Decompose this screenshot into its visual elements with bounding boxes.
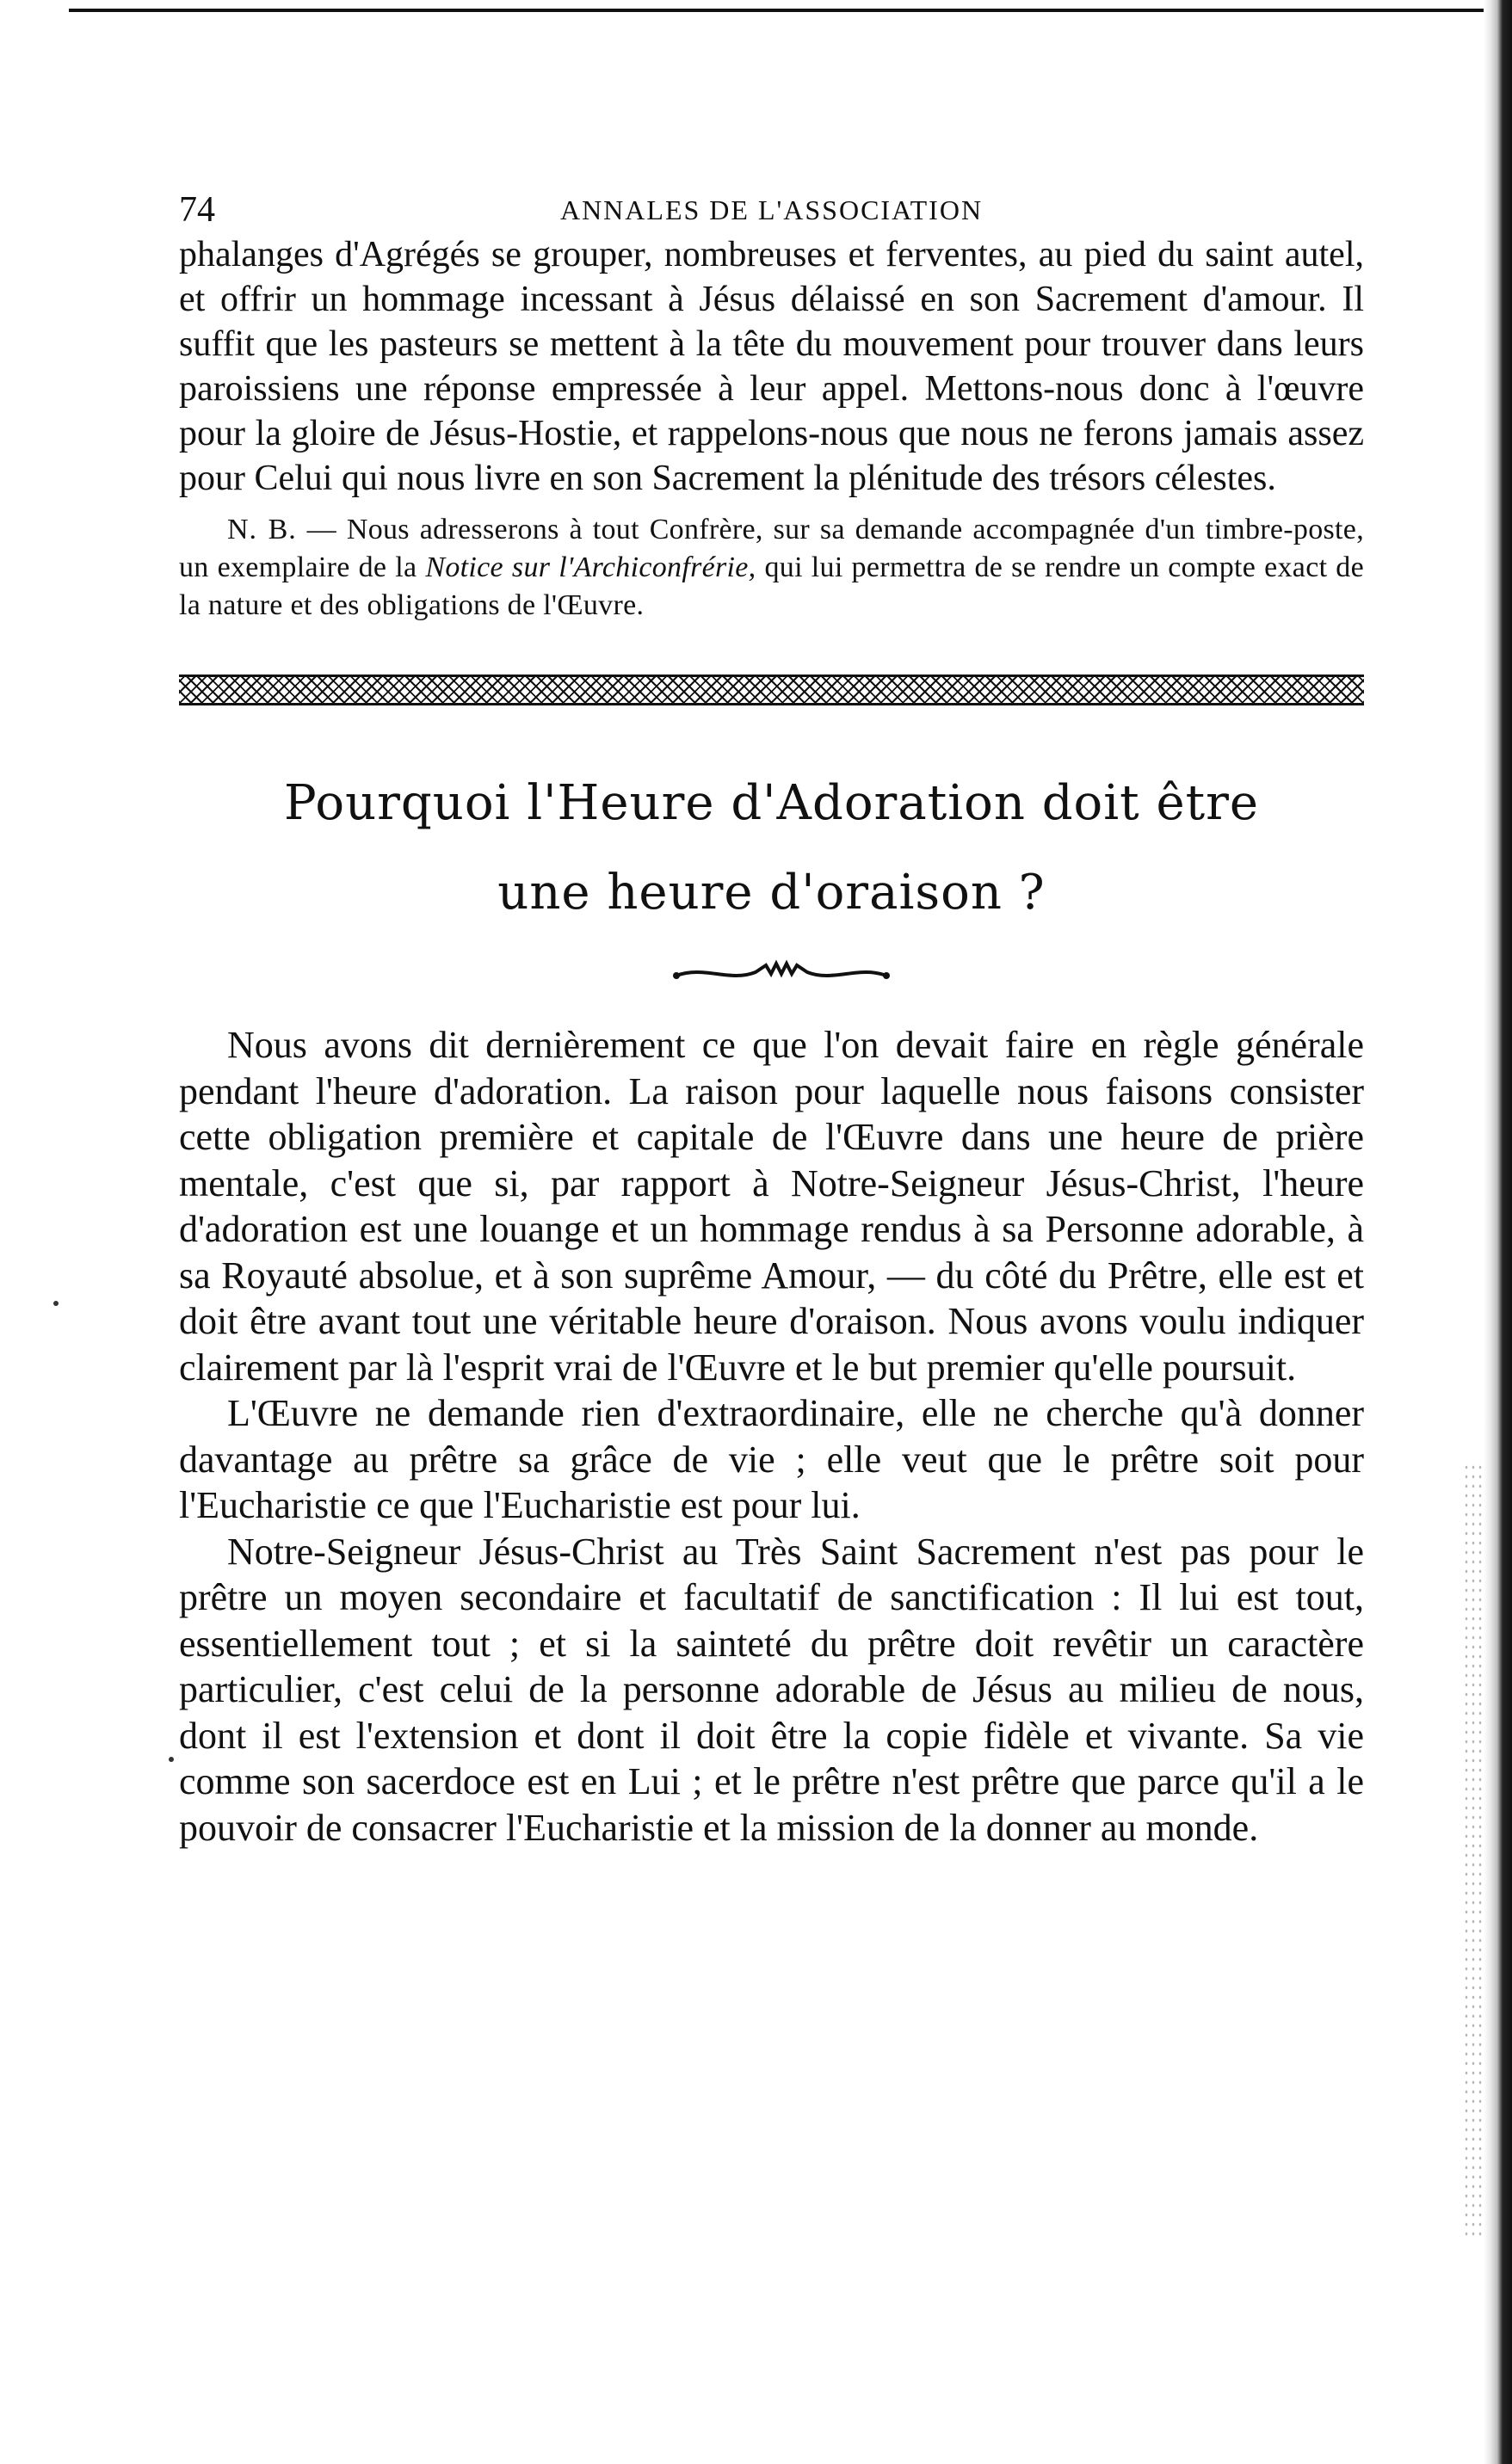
note-label: N. B. [227,514,297,545]
article-title [179,759,1364,938]
page-number: 74 [179,190,215,230]
nota-bene-note [179,511,1364,625]
article-paragraph-3: Notre-Seigneur Jésus-Christ au Très Saint Sacrement n'est pas pour le prêtre un moyen secondaire et facultatif de sanctification : Il lui est tout, essentiellement tout ; et si la sainteté du prêtre doit revêtir un caractère particulier, c'est celui de la personne adorable de Jésus au milieu de nous, dont il est l'extension et dont il doit être la copie fidèle et vivante. Sa vie comme son sacerdoce est en Lui ; et le prêtre n'est prêtre que parce qu'il a le pouvoir de consacrer l'Eucharistie et la mission de la donner au monde. [179,1530,1364,1849]
running-head [179,189,1364,230]
margin-speck [169,1757,174,1762]
note-italic-title: Notice sur l'Archiconfrérie, [425,551,756,583]
flourish-ornament-icon [670,957,893,991]
note-text: — Nous adresserons à tout Confrère, sur sa demande accompagnée d'un timbre-poste, un exemplaire de la [179,514,1364,583]
scan-edge-speckle [1463,1463,1482,2237]
article-paragraph-2: L'Œuvre ne demande rien d'extraordinaire, elle ne cherche qu'à donner davantage au prêtre sa grâce de vie ; elle veut que le prêtre soit pour l'Eucharistie ce que l'Eucharistie est pour lui. [179,1392,1364,1526]
scan-right-edge [1484,0,1512,2464]
margin-speck [53,1301,59,1306]
ornamental-divider [179,675,1364,705]
title-flourish [179,957,1364,1001]
continuation-paragraph: phalanges d'Agrégés se grouper, nombreuses et ferventes, au pied du saint autel, et offrir un hommage incessant à Jésus délaissé en son Sacrement d'amour. Il suffit que les pasteurs se mettent à la tête du mouvement pour trouver dans leurs paroissiens une réponse empressée à leur appel. Mettons-nous donc à l'œuvre pour la gloire de Jésus-Hostie, et rappelons-nous que nous ne ferons jamais assez pour Celui qui nous livre en son Sacrement la plénitude des trésors célestes. [179,235,1364,498]
scan-top-edge [69,9,1512,12]
note-text-end: qui lui permettra de se rendre un compte exact de la nature et des obligations de l'Œuvre. [179,551,1364,621]
article-paragraph-1: Nous avons dit dernièrement ce que l'on devait faire en règle générale pendant l'heure d'adoration. La raison pour laquelle nous faisons consister cette obligation première et capitale de l'Œuvre dans une heure de prière mentale, c'est que si, par rapport à Notre-Seigneur Jésus-Christ, l'heure d'adoration est une louange et un hommage rendus à sa Personne adorable, à sa Royauté absolue, et à son suprême Amour, — du côté du Prêtre, elle est et doit être avant tout une véritable heure d'oraison. Nous avons voulu indiquer clairement par là l'esprit vrai de l'Œuvre et le but premier qu'elle poursuit. [179,1024,1364,1389]
article-title-line-2: une heure d'oraison ? [497,865,1046,921]
running-title: ANNALES DE L'ASSOCIATION [559,194,984,225]
article-title-line-1: Pourquoi l'Heure d'Adoration doit être [283,775,1260,831]
text-column [179,189,1364,1851]
